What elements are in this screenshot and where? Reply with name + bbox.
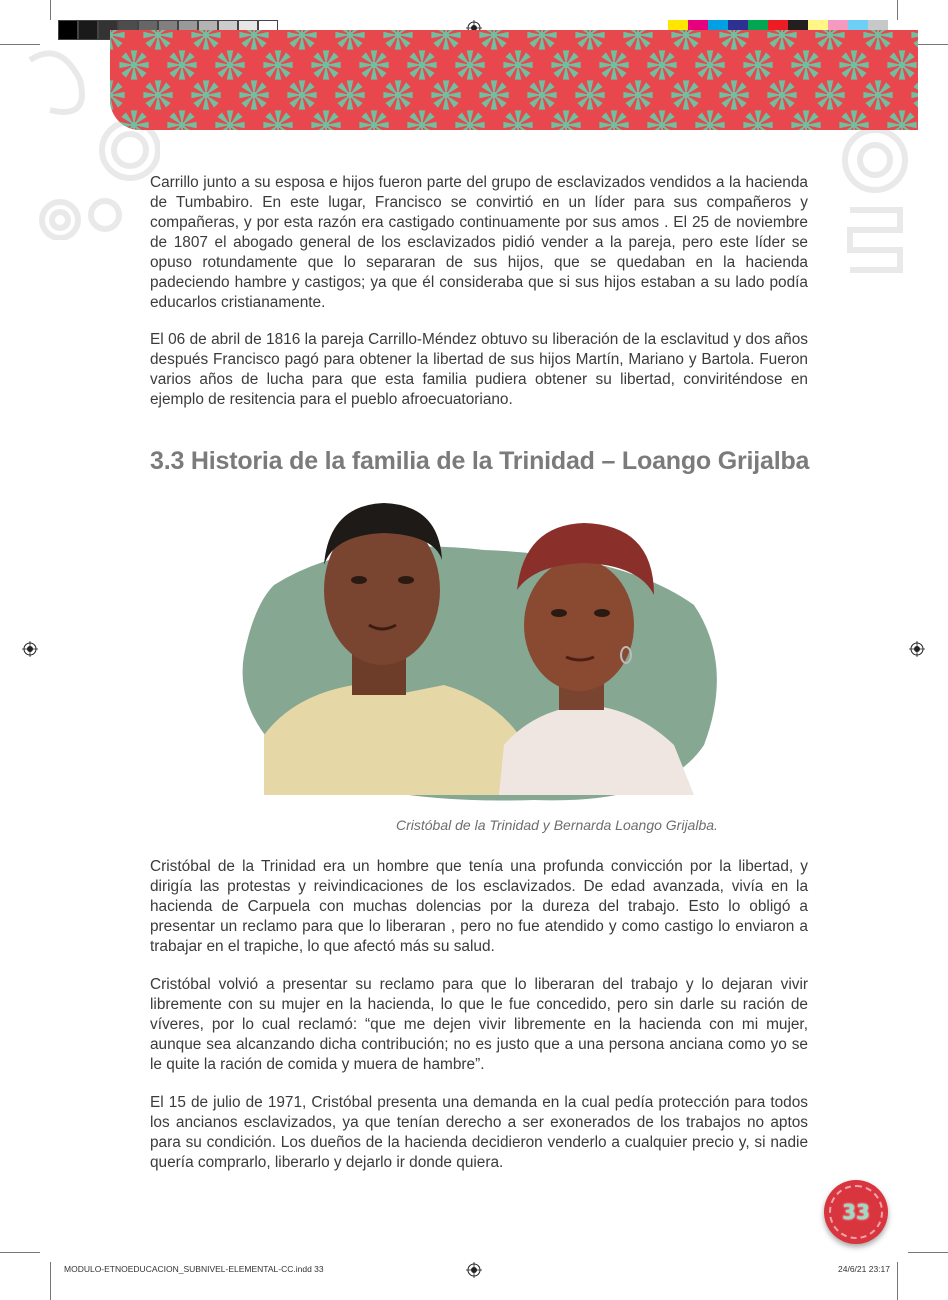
crop-mark bbox=[50, 1262, 51, 1300]
crop-mark bbox=[897, 0, 898, 20]
crop-mark bbox=[908, 1252, 948, 1253]
gray-step-swatch bbox=[58, 20, 78, 40]
header-pattern-band bbox=[110, 30, 918, 130]
paragraph-4: Cristóbal volvió a presentar su reclamo para que lo liberaran del trabajo y lo dejaran vivir libremente con su mujer en la hacienda, lo que le fue concedido, pero sin darle su ración de víveres, por lo cual reclamó: “que me dejen vivir libremente en la hacienda con mi mujer, aunque sea alcanzando dicha contribución; no es justo que a una persona anciana como yo se le quite la ración de comida y muera de hambre”. bbox=[150, 976, 808, 1073]
decorative-swirl-icon bbox=[820, 120, 930, 290]
image-caption: Cristóbal de la Trinidad y Bernarda Loango Grijalba. bbox=[396, 817, 718, 833]
flower-pattern-icon bbox=[110, 30, 918, 130]
crop-mark bbox=[0, 1252, 40, 1253]
registration-mark-icon bbox=[466, 1262, 482, 1278]
registration-mark-icon bbox=[909, 641, 925, 657]
paragraph-3: Cristóbal de la Trinidad era un hombre que tenía una profunda convicción por la libertad, y dirigía las protestas y reivindicaciones de los esclavizados. De edad avanzada, vivía en la hacienda de Carpuela con muchas dolencias por la dureza del trabajo. Esto lo obligó a presentar un reclamo para que lo liberaran , pero no fue atendido y como castigo lo enviaron a trabajar en el trapiche, lo que afectó más su salud. bbox=[150, 858, 808, 955]
paragraph-5: El 15 de julio de 1971, Cristóbal presenta una demanda en la cual pedía protección para todos los ancianos esclavizados, ya que tenían derecho a ser exonerados de los trabajos no aptos para su condición. Los dueños de la hacienda decidieron venderlo a cualquier precio y, si nadie quería comprarlo, liberarlo y dejarlo ir donde quiera. bbox=[150, 1094, 808, 1171]
paragraph-2: El 06 de abril de 1816 la pareja Carrillo-Méndez obtuvo su liberación de la esclavitud y dos años después Francisco pagó para obtener la libertad de sus hijos Martín, Mariano y Bartola. Fueron varios años de lucha para que esta familia pudiera obtener su libertad, conviriténdose en ejemplo de resitencia para el pueblo afroecuatoriano. bbox=[150, 331, 808, 408]
crop-mark bbox=[50, 0, 51, 20]
footer-file-name: MODULO-ETNOEDUCACION_SUBNIVEL-ELEMENTAL-CC.indd 33 bbox=[64, 1264, 324, 1274]
paragraph-1: Carrillo junto a su esposa e hijos fueron parte del grupo de esclavizados vendidos a la hacienda de Tumbabiro. En este lugar, Francisco se convirtió en un líder para sus compañeros y compañeras, y por esta razón era castigado continuamente por sus amos . El 25 de noviembre de 1807 el abogado general de los esclavizados pidió vender a la pareja, pero este líder se opuso rotundamente que lo separaran de sus hijos, que se quedaban en la hacienda padeciendo hambre y castigos; ya que él consideraba que si sus hijos estaban a su lado podía educarlos cristianamente. bbox=[150, 174, 808, 311]
footer-date: 24/6/21 23:17 bbox=[838, 1264, 890, 1274]
page-number-badge bbox=[824, 1180, 888, 1244]
page-number: 33 bbox=[842, 1200, 870, 1224]
registration-mark-icon bbox=[22, 641, 38, 657]
portrait-illustration bbox=[234, 495, 724, 815]
section-heading: 3.3 Historia de la familia de la Trinidad – Loango Grijalba bbox=[150, 447, 810, 475]
crop-mark bbox=[897, 1262, 898, 1300]
gray-step-swatch bbox=[78, 20, 98, 40]
woman-face bbox=[524, 559, 634, 691]
